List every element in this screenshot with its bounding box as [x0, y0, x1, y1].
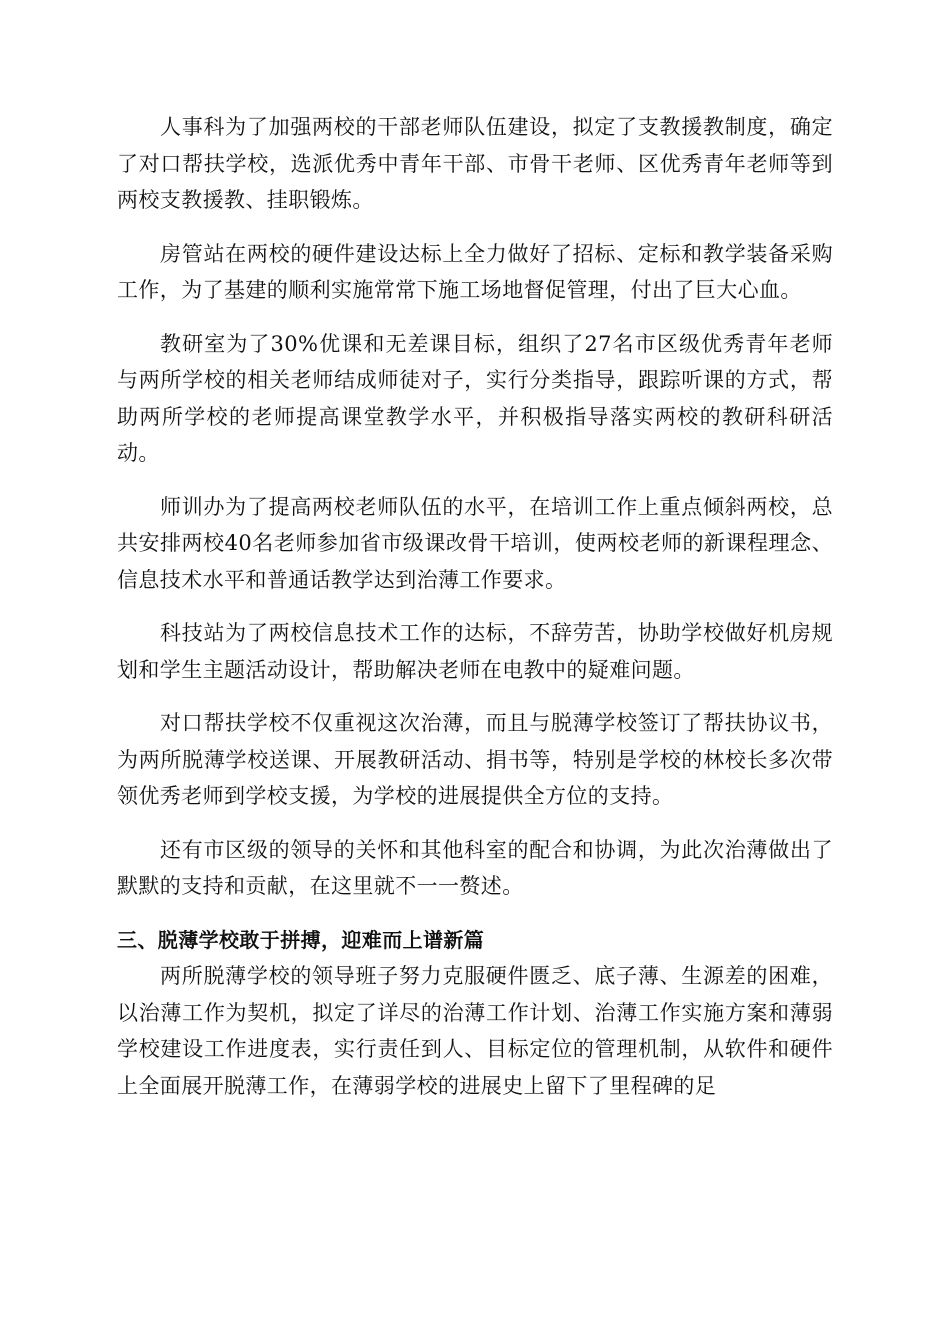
- paragraph-leadership-support: 还有市区级的领导的关怀和其他科室的配合和协调，为此次治薄做出了默默的支持和贡献，在这里就不一一赘述。: [117, 837, 833, 898]
- paragraph-teaching-research: 教研室为了30%优课和无差课目标，组织了27名市区级优秀青年老师与两所学校的相关老师结成师徒对子，实行分类指导，跟踪听课的方式，帮助两所学校的老师提高课堂教学水平，并积极指导落实两校的教研科研活动。: [117, 331, 833, 465]
- section-heading: 三、脱薄学校敢于拼搏，迎难而上谱新篇: [117, 927, 485, 952]
- paragraph-school-leadership: 两所脱薄学校的领导班子努力克服硬件匮乏、底子薄、生源差的困难，以治薄工作为契机，拟定了详尽的治薄工作计划、治薄工作实施方案和薄弱学校建设工作进度表，实行责任到人、目标定位的管理机制，从软件和硬件上全面展开脱薄工作，在薄弱学校的进展史上留下了里程碑的足: [117, 964, 833, 1098]
- document-body: [117, 109, 833, 1104]
- paragraph-teacher-training: 师训办为了提高两校老师队伍的水平，在培训工作上重点倾斜两校，总共安排两校40名老师参加省市级课改骨干培训，使两校老师的新课程理念、信息技术水平和普通话教学达到治薄工作要求。: [117, 494, 833, 592]
- paragraph-technology-station: 科技站为了两校信息技术工作的达标，不辞劳苦，协助学校做好机房规划和学生主题活动设计，帮助解决老师在电教中的疑难问题。: [117, 621, 833, 682]
- paragraph-personnel: 人事科为了加强两校的干部老师队伍建设，拟定了支教援教制度，确定了对口帮扶学校，选派优秀中青年干部、市骨干老师、区优秀青年老师等到两校支教援教、挂职锻炼。: [117, 115, 833, 212]
- paragraph-housing: 房管站在两校的硬件建设达标上全力做好了招标、定标和教学装备采购工作，为了基建的顺利实施常常下施工场地督促管理，付出了巨大心血。: [117, 241, 833, 302]
- paragraph-partner-schools: 对口帮扶学校不仅重视这次治薄，而且与脱薄学校签订了帮扶协议书，为两所脱薄学校送课、开展教研活动、捐书等，特别是学校的林校长多次带领优秀老师到学校支援，为学校的进展提供全方位的支持。: [117, 711, 833, 808]
